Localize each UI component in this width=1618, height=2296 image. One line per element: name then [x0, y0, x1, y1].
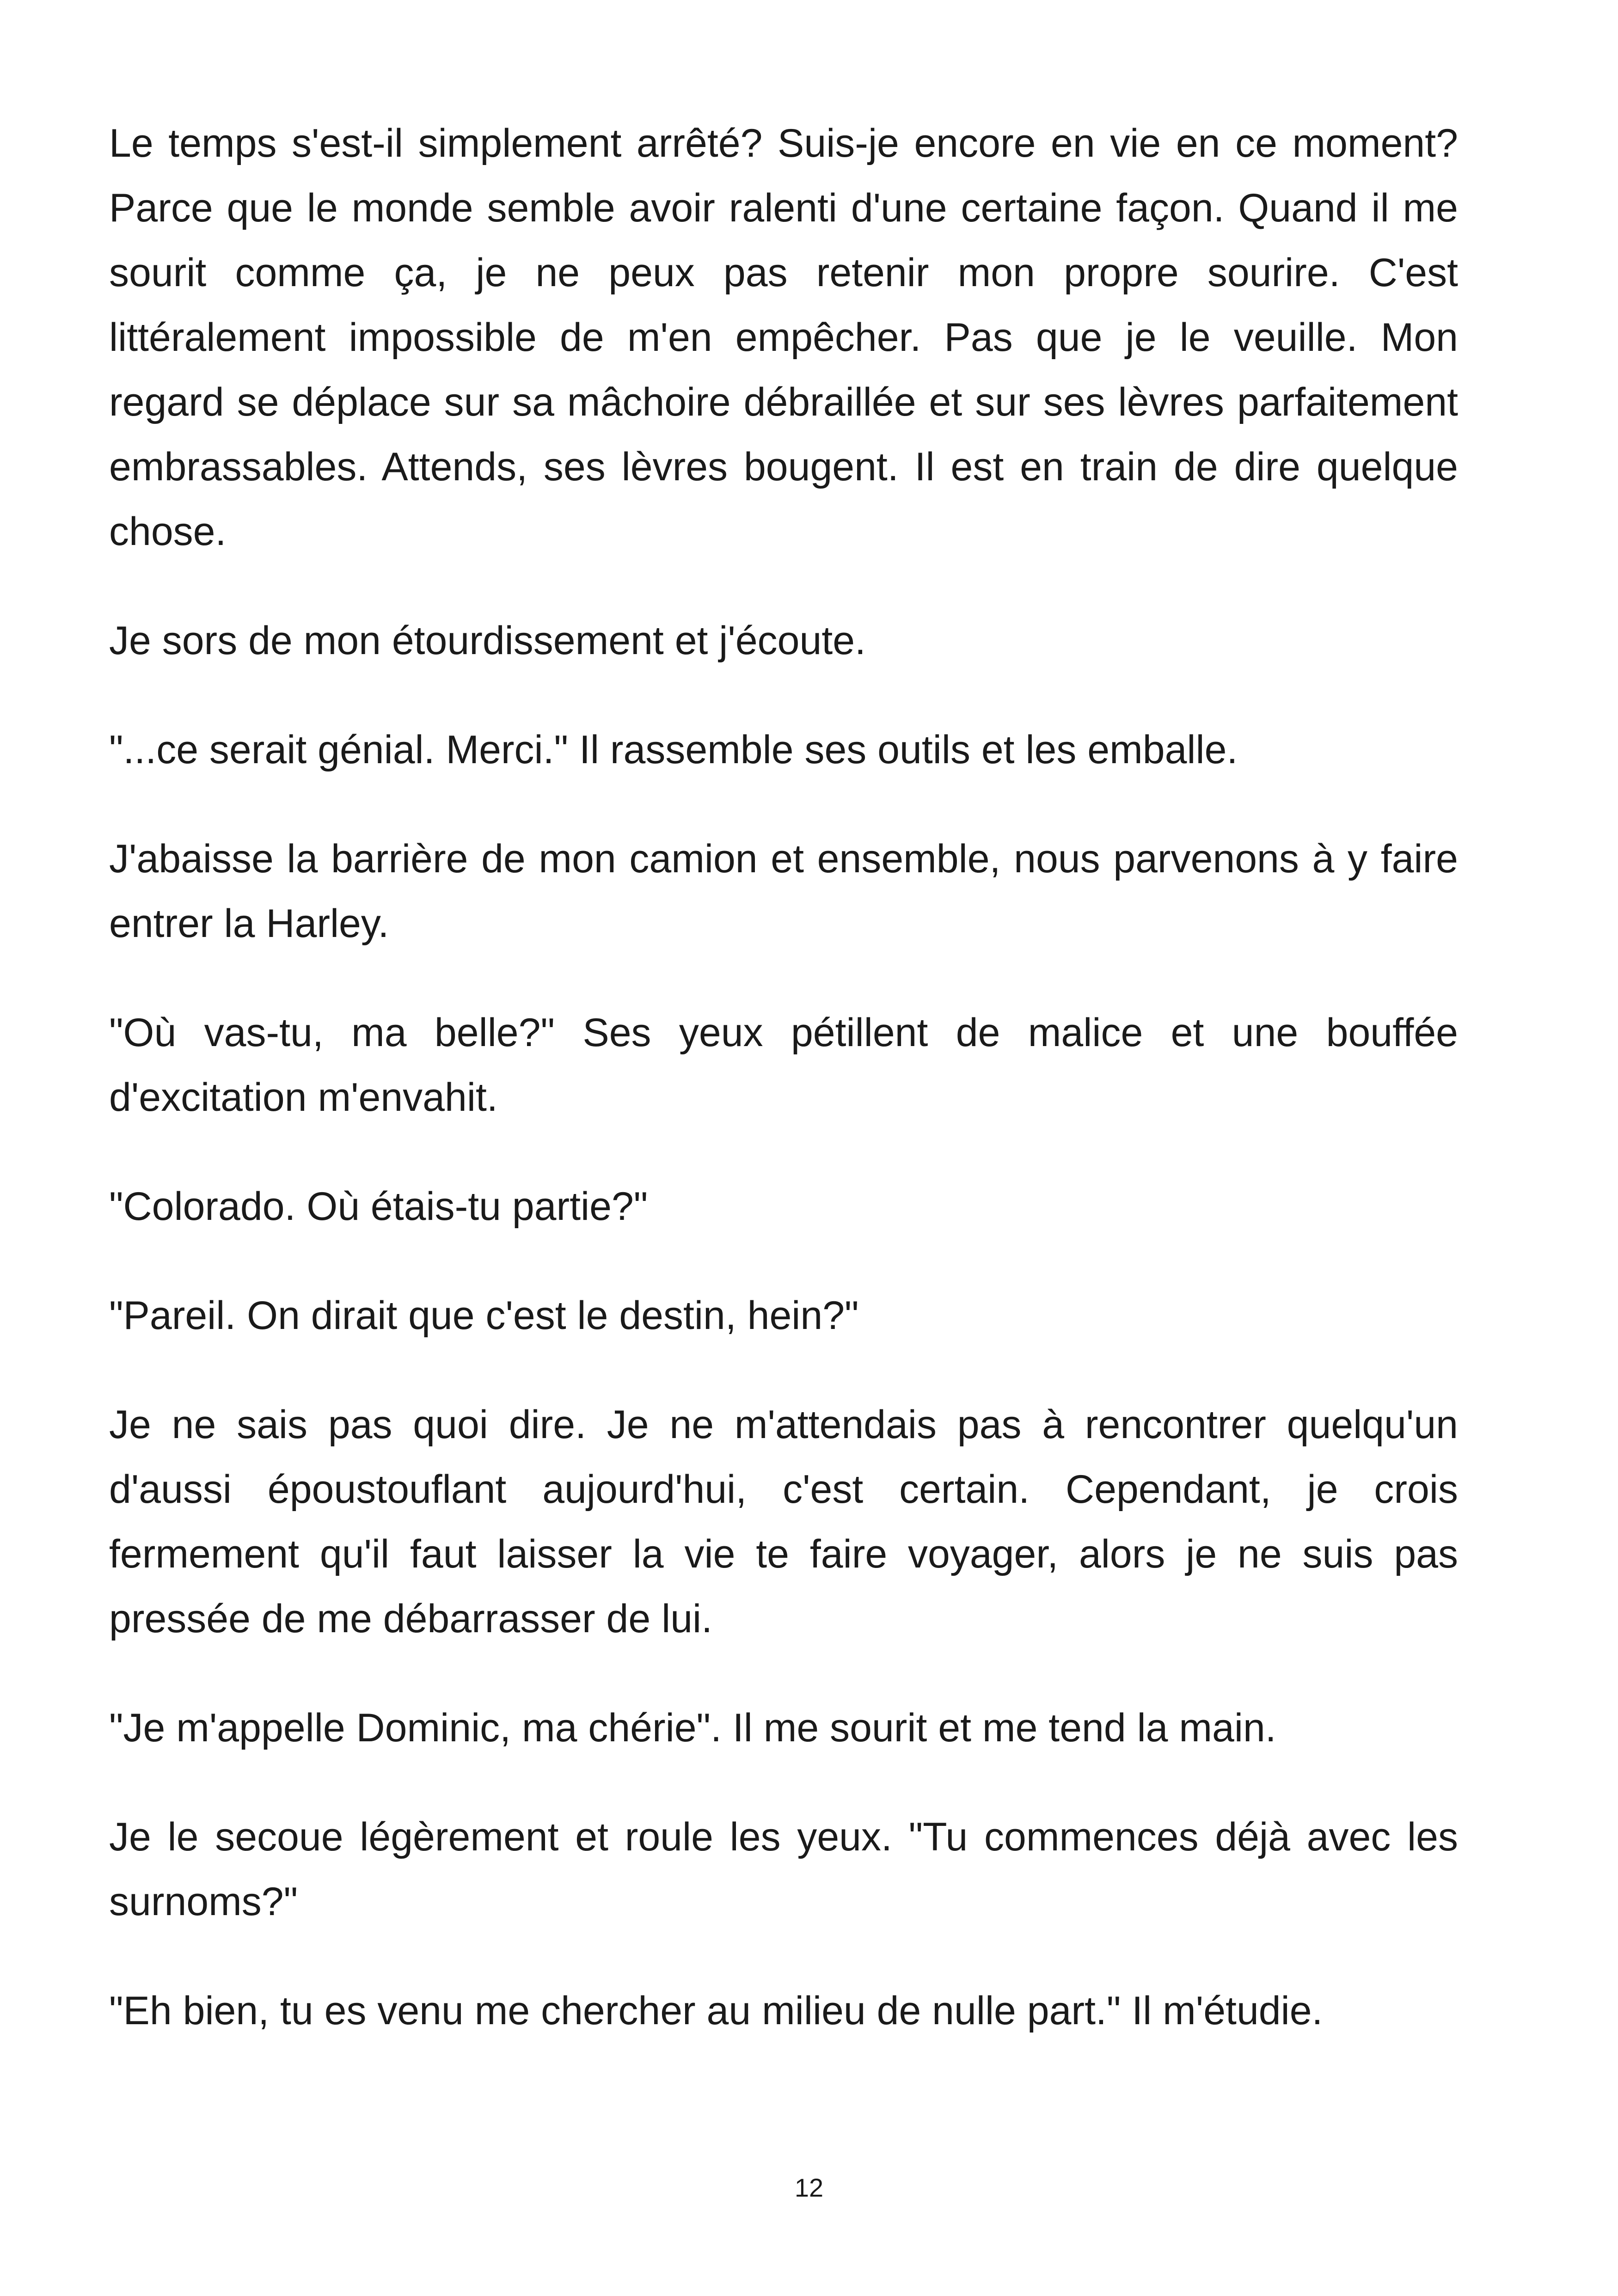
paragraph: "Je m'appelle Dominic, ma chérie". Il me sourit et me tend la main.	[109, 1706, 1276, 1750]
page-body	[109, 111, 1458, 2088]
paragraph: Je ne sais pas quoi dire. Je ne m'attendais pas à rencontrer quelqu'un d'aussi époustouflant aujourd'hui, c'est certain. Cependant, je crois fermement qu'il faut laisser la vie te faire voyager, alors je ne suis pas pressée de me débarrasser de lui.	[109, 1402, 1458, 1641]
paragraph: "Eh bien, tu es venu me chercher au milieu de nulle part." Il m'étudie.	[109, 1989, 1323, 2033]
paragraph: Je le secoue légèrement et roule les yeux. "Tu commences déjà avec les surnoms?"	[109, 1815, 1458, 1924]
paragraph: "Où vas-tu, ma belle?" Ses yeux pétillent de malice et une bouffée d'excitation m'envahit.	[109, 1010, 1458, 1120]
paragraph: "...ce serait génial. Merci." Il rassemble ses outils et les emballe.	[109, 728, 1238, 772]
paragraph: "Pareil. On dirait que c'est le destin, hein?"	[109, 1293, 859, 1338]
paragraph: Le temps s'est-il simplement arrêté? Suis-je encore en vie en ce moment? Parce que le monde semble avoir ralenti d'une certaine façon. Quand il me sourit comme ça, je ne peux pas retenir mon propre sourire. C'est littéralement impossible de m'en empêcher. Pas que je le veuille. Mon regard se déplace sur sa mâchoire débraillée et sur ses lèvres parfaitement embrassables. Attends, ses lèvres bougent. Il est en train de dire quelque chose.	[109, 121, 1458, 554]
paragraph: Je sors de mon étourdissement et j'écoute.	[109, 618, 866, 663]
paragraph: J'abaisse la barrière de mon camion et ensemble, nous parvenons à y faire entrer la Harley.	[109, 837, 1458, 946]
paragraph: "Colorado. Où étais-tu partie?"	[109, 1184, 648, 1229]
page-number: 12	[794, 2173, 824, 2202]
